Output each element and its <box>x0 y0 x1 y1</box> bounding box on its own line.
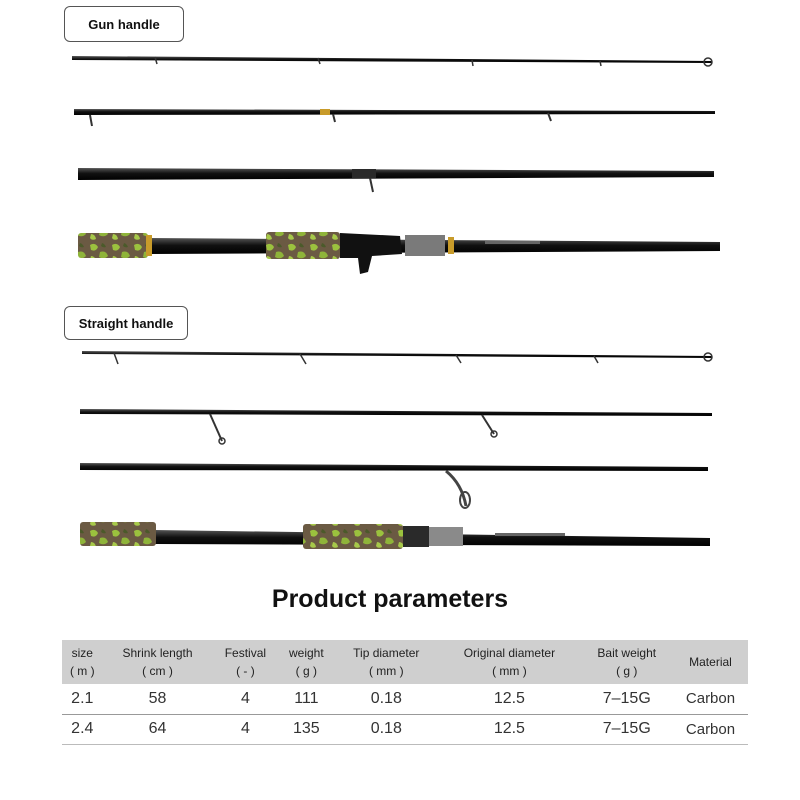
cell-bait-weight: 7–15G <box>581 684 673 714</box>
cell-weight: 135 <box>278 714 334 744</box>
cell-bait-weight: 7–15G <box>581 714 673 744</box>
fore-grip <box>303 524 403 549</box>
header-tip-diameter: Tip diameter ( mm ) <box>353 646 420 678</box>
rear-grip <box>78 233 148 258</box>
cell-weight: 111 <box>278 684 334 714</box>
cell-shrink-length: 58 <box>103 684 213 714</box>
cell-size: 2.1 <box>62 684 103 714</box>
table-row <box>62 714 748 744</box>
straight-rod-tip-section <box>82 351 712 364</box>
gun-rod-butt-section <box>78 232 720 274</box>
reel-seat <box>403 526 429 547</box>
rear-grip <box>80 522 156 546</box>
straight-handle-text: Straight handle <box>78 315 174 331</box>
cell-material: Carbon <box>673 714 748 744</box>
gun-rod-second-section <box>74 109 715 126</box>
header-bait-weight: Bait weight ( g ) <box>597 646 657 678</box>
fore-grip <box>266 232 340 259</box>
gun-handle-text: Gun handle <box>88 16 160 32</box>
header-size: size ( m ) <box>69 646 95 678</box>
straight-handle-label <box>64 306 188 340</box>
cell-festival: 4 <box>212 714 278 744</box>
cell-tip-diameter: 0.18 <box>334 684 438 714</box>
straight-rod-second-section <box>80 409 712 444</box>
straight-rod-butt-section <box>80 522 710 549</box>
straight-rod-third-section <box>80 463 708 508</box>
cell-original-diameter: 12.5 <box>438 684 580 714</box>
header-festival: Festival ( - ) <box>224 646 267 678</box>
gun-rod-tip-section <box>72 56 712 66</box>
cell-festival: 4 <box>212 684 278 714</box>
table-header-row <box>62 640 748 684</box>
cell-original-diameter: 12.5 <box>438 714 580 744</box>
cell-size: 2.4 <box>62 714 103 744</box>
header-weight: weight ( g ) <box>289 646 324 678</box>
trigger-reel-seat <box>340 233 402 274</box>
cell-tip-diameter: 0.18 <box>334 714 438 744</box>
header-material: Material <box>689 655 732 669</box>
cell-shrink-length: 64 <box>103 714 213 744</box>
header-original-diameter: Original diameter ( mm ) <box>463 646 556 678</box>
header-shrink-length: Shrink length ( cm ) <box>122 646 193 678</box>
cell-material: Carbon <box>673 684 748 714</box>
parameters-table <box>62 640 748 745</box>
gun-rod-third-section <box>78 168 714 192</box>
product-parameters-title: Product parameters <box>271 585 509 613</box>
table-row <box>62 684 748 714</box>
